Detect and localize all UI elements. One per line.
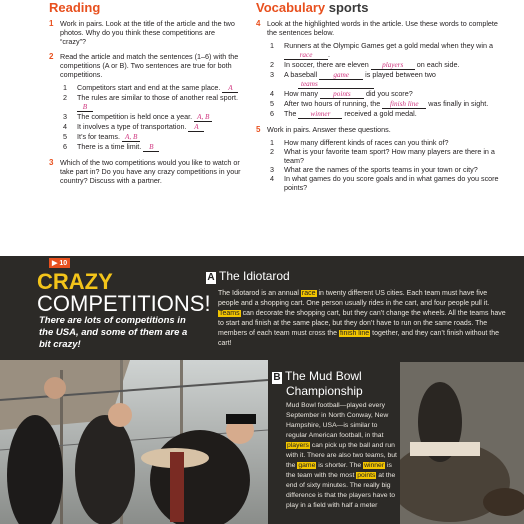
question-number: 4 — [256, 19, 261, 28]
section-b-title: B The Mud Bowl Championship — [273, 369, 363, 398]
answer-blank[interactable]: teams — [298, 80, 374, 89]
reading-section — [49, 0, 241, 185]
answer-blank[interactable]: game — [319, 71, 363, 80]
list-item: 4 In what games do you score goals and in what games do you score points? — [270, 174, 499, 192]
question-5 — [256, 125, 504, 192]
list-item: 1 Competitors start and end at the same place. A — [60, 83, 241, 93]
highlighted-word: points — [357, 472, 376, 479]
question-text: Work in pairs. Answer these questions. — [267, 125, 391, 134]
section-b-text: Mud Bowl football—played every September in North Conway, New Hampshire, USA—is similar to regular American football, in that players can pick up the ball and run with it. There are also two teams, but the game is shorter. The winner is the team with the most points at the end of sixty minutes. The really big difference is that the players have to play in a field with half a meter — [286, 402, 397, 509]
question-3 — [49, 158, 241, 185]
exercise-page — [0, 0, 524, 256]
question-number: 5 — [256, 125, 261, 134]
highlighted-word: winner — [364, 462, 385, 469]
answer-blank[interactable]: winner — [298, 110, 342, 119]
answer-blank[interactable]: B — [77, 103, 93, 112]
section-badge: B — [273, 372, 281, 383]
list-item: 3 What are the names of the sports teams in your town or city? — [270, 165, 478, 174]
answer-blank[interactable]: B — [143, 143, 159, 152]
list-item: 1 How many different kinds of races can you think of? — [270, 138, 449, 147]
idiotarod-photo — [0, 360, 268, 524]
question-number: 2 — [49, 52, 54, 61]
list-item: 4 It involves a type of transportation. A — [60, 122, 241, 132]
list-item: 2 The rules are similar to those of another real sport. B — [63, 93, 238, 111]
vocabulary-section — [256, 0, 504, 192]
answer-blank[interactable]: finish line — [382, 100, 426, 109]
list-item: 4 How many points did you score? — [270, 89, 413, 98]
list-item: 2 What is your favorite team sport? How many players are there in a team? — [270, 147, 495, 165]
track-badge: ▶ 10 — [49, 258, 70, 268]
play-icon: ▶ — [52, 260, 58, 267]
answer-blank[interactable]: A, B — [122, 133, 140, 142]
list-item: 2 In soccer, there are eleven players on each side. — [270, 60, 460, 69]
fill-in-list — [267, 41, 504, 119]
answer-blank[interactable]: A — [222, 84, 238, 93]
article-title: CRAZY COMPETITIONS! — [37, 269, 211, 316]
question-text: Work in pairs. Look at the title of the article and the two photos. Why do you think these competitions are “crazy”? — [60, 19, 235, 46]
question-1 — [49, 19, 241, 46]
question-text: Look at the highlighted words in the article. Use these words to complete the sentences below. — [267, 19, 498, 37]
highlighted-word: Teams — [219, 310, 240, 317]
highlighted-word: race — [301, 290, 316, 297]
section-badge: A — [207, 272, 215, 283]
mud-bowl-photo — [400, 362, 524, 524]
question-text: Read the article and match the sentences (1–6) with the competitions (A or B). Two sentences are true for both competitions. — [60, 52, 239, 79]
section-a-text: The Idiotarod is an annual race in twenty different US cities. Each team must have five people and a shopping cart. One person usually rides in the cart, and four people pull it. Teams can decorate the shopping cart, but they can’t change the wheels. All the teams have to start and finish at the same place, but they don’t have to run on the same roads. The members of each team must cross the finish line together, and they can’t finish without the cart! — [218, 290, 506, 347]
list-item: 3 A baseball game is played between two teams — [270, 70, 436, 88]
discussion-list — [267, 138, 504, 192]
answer-blank[interactable]: A, B — [194, 113, 212, 122]
list-item: 6 There is a time limit. B — [60, 142, 241, 152]
answer-blank[interactable]: points — [320, 90, 364, 99]
reading-heading: Reading — [49, 0, 101, 15]
question-number: 1 — [49, 19, 54, 28]
question-number: 3 — [49, 158, 54, 167]
list-item: 6 The winner received a gold medal. — [270, 109, 417, 118]
highlighted-word: finish line — [340, 330, 370, 337]
highlighted-word: game — [298, 462, 316, 469]
question-2 — [49, 52, 241, 152]
list-item: 3 The competition is held once a year. A, B — [60, 112, 241, 122]
answer-blank[interactable]: race — [284, 51, 328, 60]
question-4 — [256, 19, 504, 119]
list-item: 1 Runners at the Olympic Games get a gold medal when they win a race . — [270, 41, 493, 59]
highlighted-word: players — [287, 442, 309, 449]
section-a-title: A The Idiotarod — [207, 269, 290, 283]
article-subtitle: There are lots of competitions in the USA, and some of them are a bit crazy! — [39, 315, 188, 350]
list-item: 5 After two hours of running, the finish line was finally in sight. — [270, 99, 489, 108]
answer-blank[interactable]: players — [371, 61, 415, 70]
answer-blank[interactable]: A — [188, 123, 204, 132]
match-list — [60, 83, 241, 152]
question-text: Which of the two competitions would you like to watch or take part in? Do you have any crazy competitions in your country? Discuss with a partner. — [60, 158, 241, 185]
vocabulary-heading: Vocabulary sports — [256, 0, 369, 15]
list-item: 5 It’s for teams. A, B — [60, 132, 241, 142]
